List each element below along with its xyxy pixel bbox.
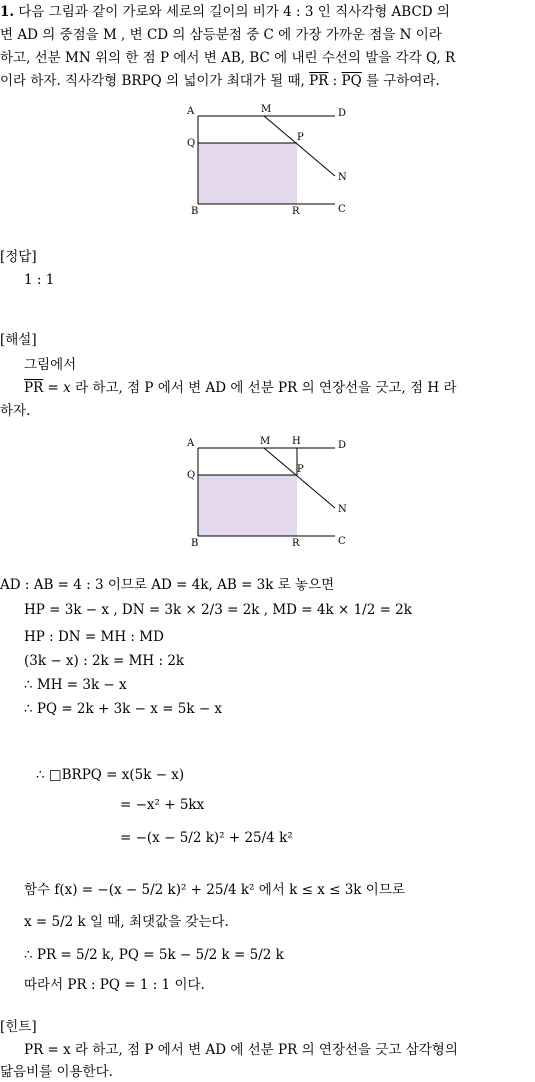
hint-heading: [힌트] xyxy=(0,1019,37,1035)
solution-line-2: $\overline{PR} = x$ 라 하고, 점 P 에서 변 AD 에 선분 PR 의 연장선을 긋고, 점 H 라 xyxy=(24,380,457,396)
label-r-2: R xyxy=(292,538,300,549)
problem-line-3: 하고, 선분 MN 위의 한 점 P 에서 변 AB, BC 에 내린 수선의 발을 각각 Q, R xyxy=(0,50,456,66)
equation-line-8: = −x² + 5kx xyxy=(120,797,205,813)
label-a: A xyxy=(187,106,195,117)
label-r: R xyxy=(292,206,300,217)
label-d: D xyxy=(338,108,347,119)
problem-line-2: 변 AD 의 중점을 M , 변 CD 의 삼등분점 중 C 에 가장 가까운 점을 N 이라 xyxy=(0,27,442,43)
label-n-2: N xyxy=(338,504,347,515)
equation-line-4: (3k − x) : 2k = MH : 2k xyxy=(24,653,185,669)
figure-rectangle-2 xyxy=(180,432,360,552)
label-c-2: C xyxy=(338,536,346,547)
hint-line-1: PR = x 라 하고, 점 P 에서 변 AD 에 선분 PR 의 연장선을 긋고 삼각형의 xyxy=(24,1042,458,1058)
equation-line-12: ∴ PR = 5/2 k, PQ = 5k − 5/2 k = 5/2 k xyxy=(24,947,284,963)
equation-line-10: 함수 f(x) = −(x − 5/2 k)² + 25/4 k² 에서 k ≤ x ≤ 3k 이므로 xyxy=(24,882,405,898)
equation-line-7: ∴ □BRPQ = x(5k − x) xyxy=(36,767,185,783)
label-q-2: Q xyxy=(187,470,196,481)
shaded-rectangle-brpq xyxy=(198,143,297,204)
label-c: C xyxy=(338,204,346,215)
solution-line-1: 그림에서 xyxy=(24,357,77,373)
label-q: Q xyxy=(187,138,196,149)
hint-line-2: 닮음비를 이용한다. xyxy=(0,1064,113,1080)
solution-line-3: 하자. xyxy=(0,403,31,419)
label-a-2: A xyxy=(187,438,195,449)
label-n: N xyxy=(338,172,347,183)
answer-heading: [정답] xyxy=(0,249,37,265)
label-b-2: B xyxy=(191,538,199,549)
answer-value: 1 : 1 xyxy=(24,272,55,288)
equation-line-3: HP : DN = MH : MD xyxy=(24,629,164,645)
equation-line-6: ∴ PQ = 2k + 3k − x = 5k − x xyxy=(24,701,223,717)
equation-line-2: HP = 3k − x , DN = 3k × 2/3 = 2k , MD = 4k × 1/2 = 2k xyxy=(24,602,412,618)
label-h-2: H xyxy=(292,436,301,447)
equation-line-13: 따라서 PR : PQ = 1 : 1 이다. xyxy=(24,977,205,993)
equation-line-1: AD : AB = 4 : 3 이므로 AD = 4k, AB = 3k 로 놓으면 xyxy=(0,577,335,593)
figure-rectangle-1 xyxy=(180,100,360,220)
problem-line-4: 이라 하자. 직사각형 BRPQ 의 넓이가 최대가 될 때, $\overline{PR}$ : $\overline{PQ}$ 를 구하여라. xyxy=(0,73,440,89)
label-p-2: P xyxy=(297,464,304,475)
label-b: B xyxy=(191,206,199,217)
shaded-rectangle-brpq-2 xyxy=(198,475,297,536)
equation-line-9: = −(x − 5/2 k)² + 25/4 k² xyxy=(120,830,293,846)
problem-line-1: 1. 다음 그림과 같이 가로와 세로의 길이의 비가 4 : 3 인 직사각형 ABCD 의 xyxy=(0,4,450,20)
label-d-2: D xyxy=(338,440,347,451)
label-p: P xyxy=(297,132,304,143)
label-m-2: M xyxy=(260,436,271,447)
label-m: M xyxy=(261,104,272,115)
solution-heading: [해설] xyxy=(0,332,37,348)
equation-line-5: ∴ MH = 3k − x xyxy=(24,677,127,693)
problem-number: 1. xyxy=(0,4,15,20)
equation-line-11: x = 5/2 k 일 때, 최댓값을 갖는다. xyxy=(24,914,229,930)
